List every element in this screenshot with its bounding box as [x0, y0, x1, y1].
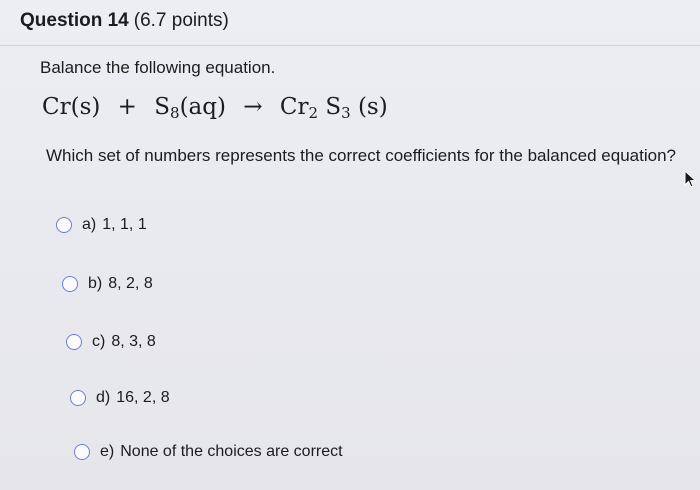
option-d[interactable]: [70, 389, 170, 407]
radio-button-icon[interactable]: [74, 444, 90, 460]
option-text: None of the choices are correct: [120, 443, 343, 460]
question-title: Question 14: [20, 10, 129, 31]
option-b[interactable]: [62, 275, 153, 293]
reactant-chromium: Cr(s): [42, 94, 101, 120]
option-c[interactable]: [66, 333, 156, 351]
option-label: a): [82, 216, 97, 233]
question-points: (6.7 points): [133, 10, 229, 31]
product-chromium-sulfide: [280, 94, 388, 120]
product-s-symbol: S: [325, 94, 342, 120]
mouse-cursor-icon: [683, 170, 697, 188]
plus-sign: +: [117, 94, 137, 120]
option-text: 8, 3, 8: [111, 333, 156, 350]
product-s-subscript: 3: [341, 104, 351, 122]
question-header: [20, 10, 229, 32]
option-text: 1, 1, 1: [102, 216, 147, 233]
option-label: d): [96, 389, 111, 406]
radio-button-icon[interactable]: [56, 217, 72, 233]
option-label: e): [100, 443, 115, 460]
sulfur-subscript: 8: [170, 104, 180, 122]
option-text: 8, 2, 8: [108, 275, 153, 292]
sulfur-symbol: S: [154, 94, 171, 120]
option-label: b): [88, 275, 103, 292]
option-a[interactable]: [56, 216, 147, 234]
question-instruction: Balance the following equation.: [40, 58, 276, 77]
option-e[interactable]: [74, 443, 343, 461]
header-divider: [0, 45, 700, 46]
option-text: 16, 2, 8: [116, 389, 170, 406]
product-state: (s): [357, 94, 388, 120]
product-cr-subscript: 2: [308, 104, 318, 122]
reaction-arrow: →: [243, 94, 263, 120]
reactant-sulfur: [154, 94, 226, 120]
chemical-equation: [42, 94, 388, 122]
radio-button-icon[interactable]: [62, 276, 78, 292]
option-label: c): [92, 333, 106, 350]
radio-button-icon[interactable]: [66, 334, 82, 350]
radio-button-icon[interactable]: [70, 390, 86, 406]
product-cr-symbol: Cr: [279, 94, 309, 120]
sulfur-state: (aq): [179, 94, 226, 120]
question-prompt: Which set of numbers represents the correct coefficients for the balanced equation?: [46, 146, 676, 165]
